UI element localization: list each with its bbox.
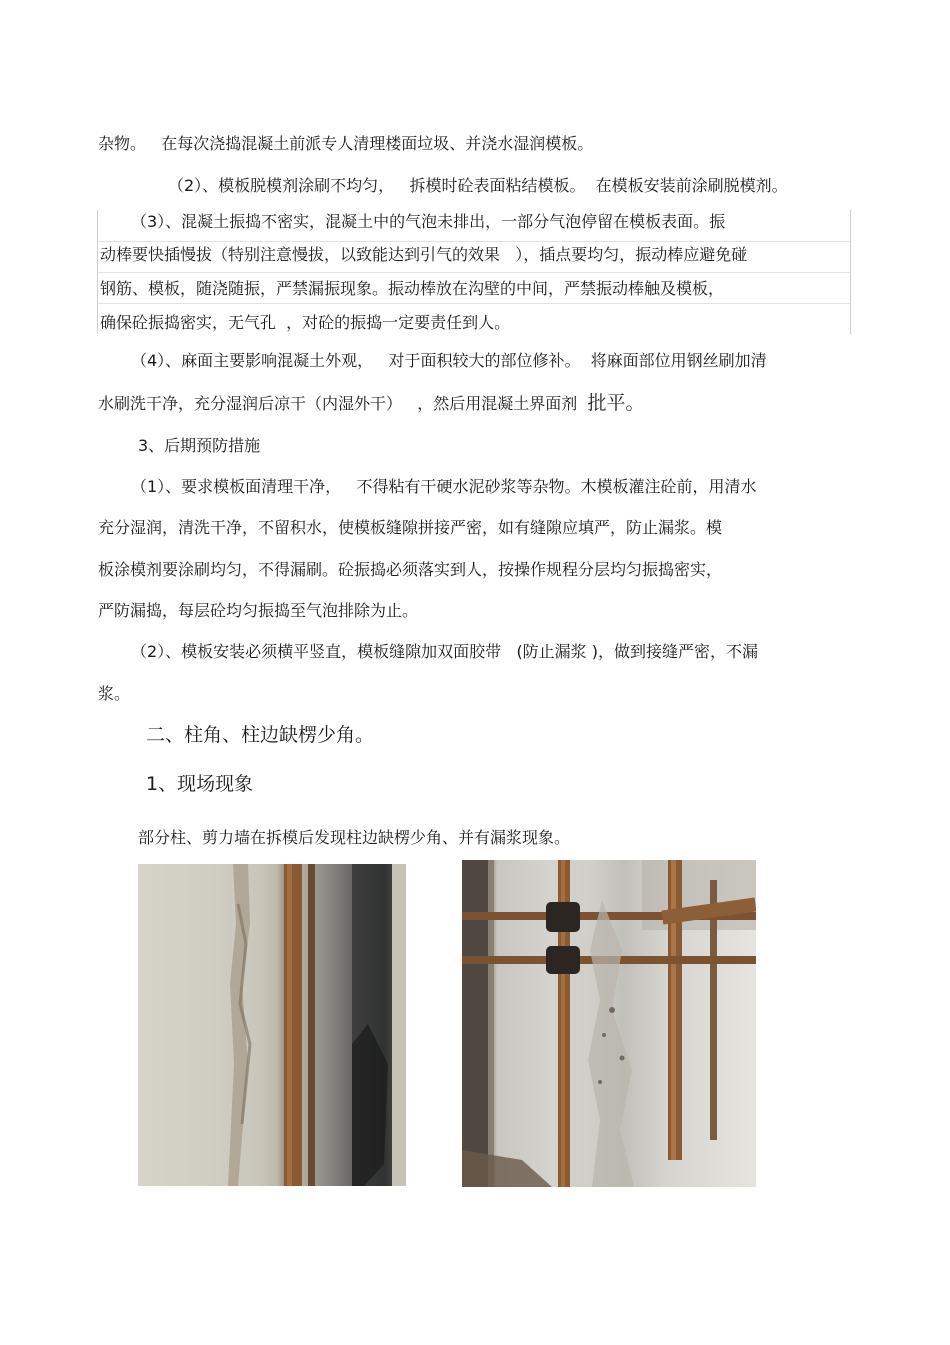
box-separator — [98, 241, 850, 242]
chapter-heading-column-corner-defect: 二、柱角、柱边缺楞少角。 — [146, 724, 375, 746]
paragraph-item-3-line-4: 确保砼振捣密实，无气孔 ，对砼的振捣一定要责任到人。 — [100, 313, 511, 332]
prevention-item-2-line-2: 浆。 — [98, 684, 131, 703]
paragraph-item-4-line-2 — [98, 393, 644, 414]
sub-heading-site-phenomenon: 1、现场现象 — [146, 773, 254, 795]
paragraph-item-3-line-1: （3）、混凝土振捣不密实，混凝土中的气泡未排出，一部分气泡停留在模板表面。振 — [131, 212, 726, 231]
box-separator — [98, 303, 850, 304]
prevention-item-1-line-1: （1）、要求模板面清理干净， 不得粘有干硬水泥砂浆等杂物。木模板灌注砼前，用清水 — [131, 477, 757, 496]
prevention-item-1-line-3: 板涂模剂要涂刷均匀，不得漏刷。砼振捣必须落实到人，按操作规程分层均匀振捣密实， — [98, 560, 723, 579]
photo-column-edge-defect — [138, 864, 406, 1186]
paragraph-line-1: 杂物。 在每次浇捣混凝土前派专人清理楼面垃圾、并浇水湿润模板。 — [98, 134, 594, 153]
photo-column-edge-illustration — [138, 864, 406, 1186]
section-heading-later-prevention: 3、后期预防措施 — [138, 436, 261, 455]
paragraph-item-4-text: 水刷洗干净，充分湿润后凉干（内湿外干） ，然后用混凝土界面剂 — [98, 394, 588, 413]
paragraph-item-3-line-2: 动棒要快插慢拔（特别注意慢拔，以致能达到引气的效果 ），插点要均匀，振动棒应避免碰 — [100, 245, 748, 264]
paragraph-item-2: （2）、模板脱模剂涂刷不均匀， 拆模时砼表面粘结模板。 在模板安装前涂刷脱模剂。 — [168, 176, 788, 195]
paragraph-item-4-emphasis: 批平。 — [587, 392, 645, 414]
paragraph-item-4-line-1: （4）、麻面主要影响混凝土外观， 对于面积较大的部位修补。 将麻面部位用钢丝刷加清 — [131, 351, 767, 370]
prevention-item-1-line-4: 严防漏捣，每层砼均匀振捣至气泡排除为止。 — [98, 601, 419, 620]
paragraph-item-3-line-3: 钢筋、模板，随浇随振，严禁漏振现象。振动棒放在沟壁的中间，严禁振动棒触及模板， — [100, 279, 725, 298]
phenomenon-description: 部分柱、剪力墙在拆模后发现柱边缺楞少角、并有漏浆现象。 — [138, 828, 571, 847]
prevention-item-2-line-1: （2）、模板安装必须横平竖直，模板缝隙加双面胶带 (防止漏浆 )，做到接缝严密，不漏 — [131, 642, 759, 661]
photo-column-rebar-leakage — [462, 860, 756, 1187]
photo-rebar-illustration — [462, 860, 756, 1187]
box-separator — [98, 272, 850, 273]
prevention-item-1-line-2: 充分湿润，清洗干净，不留积水，使模板缝隙拼接严密，如有缝隙应填严，防止漏浆。模 — [98, 518, 723, 537]
